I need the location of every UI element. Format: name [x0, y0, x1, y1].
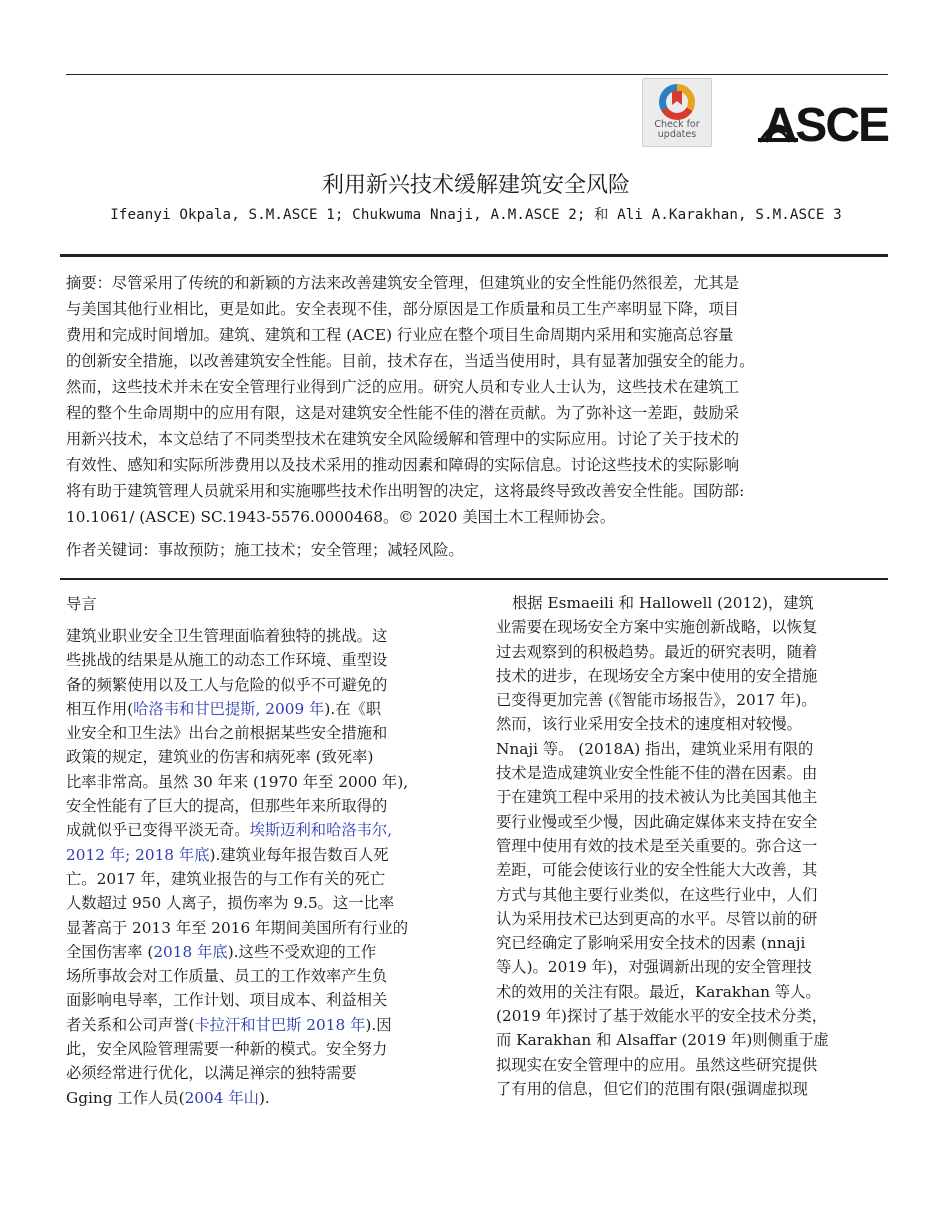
text-segment: 此，安全风险管理需要一种新的模式。安全努力: [66, 1040, 388, 1059]
text-line: [66, 721, 464, 745]
text-segment: 相互作用(: [66, 699, 134, 718]
text-line: [496, 907, 894, 931]
text-line: [66, 770, 464, 794]
text-segment: 安全性能有了巨大的提高，但那些年来所取得的: [66, 797, 388, 816]
text-segment: 比率非常高。虽然 30 年来 (1970 年至 2000 年),: [66, 772, 409, 791]
badge-line-1: Check for: [654, 119, 700, 130]
text-segment: 备的频繁使用以及工人与危险的似乎不可避免的: [66, 675, 388, 694]
abstract-line: 程的整个生命周期中的应用有限，这是对建筑安全性能不佳的潜在贡献。为了弥补这一差距，鼓励采: [66, 404, 740, 422]
text-segment: 面影响电导率，工作计划、项目成本、利益相关: [66, 991, 388, 1010]
text-segment: 技术的进步，在现场安全方案中使用的安全措施: [496, 666, 818, 685]
text-line: [496, 931, 894, 955]
badge-line-2: updates: [657, 129, 697, 140]
abstract-line: 然而，这些技术并未在安全管理行业得到广泛的应用。研究人员和专业人士认为，这些技术在建筑工: [66, 378, 740, 396]
text-line: [496, 688, 894, 712]
title-rule: [60, 254, 888, 257]
citation-link[interactable]: 哈洛韦和甘巴提斯, 2009 年: [133, 699, 325, 718]
abstract-line: 将有助于建筑管理人员就采用和实施哪些技术作出明智的决定，这将最终导致改善安全性能。国防部:: [66, 482, 745, 500]
text-segment: (2019 年)探讨了基于效能水平的安全技术分类，: [496, 1007, 828, 1026]
check-for-updates-badge[interactable]: [642, 78, 712, 147]
text-segment: 管理中使用有效的技术是至关重要的。弥合这一: [496, 836, 818, 855]
top-rule: [66, 74, 888, 75]
text-segment: 而 Karakhan 和 Alsaffar (2019 年)则侧重于虚: [496, 1031, 829, 1050]
text-segment: 技术是造成建筑业安全性能不佳的潜在因素。由: [496, 764, 818, 783]
text-segment: 拟现实在安全管理中的应用。虽然这些研究提供: [496, 1055, 818, 1074]
text-segment: 差距，可能会使该行业的安全性能大大改善，其: [496, 861, 818, 880]
text-segment: 方式与其他主要行业类似，在这些行业中，人们: [496, 885, 818, 904]
text-segment: 术的效用的关注有限。最近，Karakhan 等人。: [496, 982, 821, 1001]
text-line: [66, 891, 464, 915]
text-segment: 成就似乎已变得平淡无奇。: [66, 821, 250, 840]
text-line: [66, 964, 464, 988]
text-line: [496, 785, 894, 809]
text-segment: 究已经确定了影响采用安全技术的因素 (nnaji: [496, 934, 806, 953]
text-line: [66, 1013, 464, 1037]
author-list: Ifeanyi Okpala, S.M.ASCE 1; Chukwuma Nnaji, A.M.ASCE 2; 和 Ali A.Karakhan, S.M.ASCE 3: [110, 207, 842, 223]
right-column: [496, 591, 894, 1101]
text-segment: ).在《职: [324, 699, 382, 718]
crossmark-icon: [659, 84, 695, 120]
text-segment: 亡。2017 年，建筑业报告的与工作有关的死亡: [66, 869, 386, 888]
text-line: [66, 648, 464, 672]
text-line: [496, 980, 894, 1004]
text-line: [496, 810, 894, 834]
text-segment: 然而，该行业采用安全技术的速度相对较慢。: [496, 715, 802, 734]
text-line: [66, 988, 464, 1012]
left-column: [66, 624, 464, 1110]
text-line: [66, 940, 464, 964]
citation-link[interactable]: 埃斯迈利和哈洛韦尔,: [249, 821, 393, 840]
text-segment: 了有用的信息，但它们的范围有限(强调虚拟现: [496, 1079, 808, 1098]
text-segment: 过去观察到的积极趋势。最近的研究表明，随着: [496, 642, 818, 661]
text-line: [496, 591, 894, 615]
text-line: [66, 624, 464, 648]
text-line: [496, 640, 894, 664]
text-line: [496, 712, 894, 736]
text-line: [496, 1004, 894, 1028]
citation-link[interactable]: 2012 年; 2018 年底: [66, 845, 210, 864]
abstract-line: 用新兴技术，本文总结了不同类型技术在建筑安全风险缓解和管理中的实际应用。讨论了关于技术的: [66, 430, 740, 448]
citation-link[interactable]: 卡拉汗和甘巴斯 2018 年: [194, 1015, 366, 1034]
text-line: [66, 843, 464, 867]
text-segment: ).因: [365, 1015, 392, 1034]
text-segment: 要行业慢或至少慢，因此确定媒体来支持在安全: [496, 812, 818, 831]
text-segment: 根据 Esmaeili 和 Hallowell (2012)，建筑: [512, 594, 814, 612]
text-segment: 人数超过 950 人离子，损伤率为 9.5。这一比率: [66, 894, 395, 913]
text-segment: ).这些不受欢迎的工作: [227, 942, 377, 961]
text-line: [66, 697, 464, 721]
citation-link[interactable]: 2004 年山: [184, 1088, 259, 1107]
text-segment: 认为采用技术已达到更高的水平。尽管以前的研: [496, 909, 818, 928]
paper-title: 利用新兴技术缓解建筑安全风险: [321, 173, 630, 198]
text-line: [496, 834, 894, 858]
text-line: [66, 867, 464, 891]
text-line: [66, 745, 464, 769]
text-segment: ).: [258, 1088, 270, 1107]
text-segment: 建筑业职业安全卫生管理面临着独特的挑战。这: [66, 627, 388, 645]
citation-link[interactable]: 2018 年底: [153, 942, 228, 961]
text-segment: 等人)。2019 年)，对强调新出现的安全管理技: [496, 958, 812, 977]
text-segment: 者关系和公司声誉(: [66, 1015, 195, 1034]
abstract-line: 摘要：尽管采用了传统的和新颖的方法来改善建筑安全管理，但建筑业的安全性能仍然很差，尤其是: [66, 274, 740, 292]
text-line: [496, 883, 894, 907]
text-line: [496, 858, 894, 882]
text-segment: Nnaji 等。 (2018A) 指出，建筑业采用有限的: [496, 739, 814, 758]
text-segment: Gging 工作人员(: [66, 1088, 185, 1107]
text-segment: 业安全和卫生法》出台之前根据某些安全措施和: [66, 724, 388, 743]
text-segment: 业需要在现场安全方案中实施创新战略，以恢复: [496, 618, 818, 637]
text-line: [496, 1053, 894, 1077]
keywords: 作者关键词：事故预防；施工技术；安全管理；减轻风险。: [66, 541, 464, 559]
text-line: [66, 794, 464, 818]
text-line: [66, 818, 464, 842]
text-line: [496, 955, 894, 979]
text-line: [496, 737, 894, 761]
text-line: [66, 673, 464, 697]
abstract-line: 与美国其他行业相比，更是如此。安全表现不佳，部分原因是工作质量和员工生产率明显下降，项目: [66, 300, 740, 318]
text-segment: 显著高于 2013 年至 2016 年期间美国所有行业的: [66, 918, 409, 937]
abstract-line: 费用和完成时间增加。建筑、建筑和工程 (ACE) 行业应在整个项目生命周期内采用和实施高总容量: [66, 326, 734, 344]
section-heading: 导言: [66, 595, 97, 613]
abstract-line: 10.1061/ (ASCE) SC.1943-5576.0000468。© 2020 美国土木工程师协会。: [66, 508, 616, 526]
text-line: [66, 1037, 464, 1061]
abstract: [66, 270, 888, 530]
text-segment: 全国伤害率 (: [66, 942, 154, 961]
text-segment: 必须经常进行优化，以满足禅宗的独特需要: [66, 1064, 357, 1083]
text-segment: 已变得更加完善 (《智能市场报告》，2017 年)。: [496, 691, 817, 710]
text-segment: ).建筑业每年报告数百人死: [209, 845, 389, 864]
text-line: [496, 1028, 894, 1052]
section-rule: [60, 578, 888, 580]
text-line: [496, 664, 894, 688]
text-line: [66, 1061, 464, 1085]
text-segment: 政策的规定，建筑业的伤害和病死率 (致死率): [66, 748, 374, 767]
text-segment: 些挑战的结果是从施工的动态工作环境、重型设: [66, 651, 388, 670]
text-line: [66, 1086, 464, 1110]
text-line: [66, 916, 464, 940]
abstract-line: 有效性、感知和实际所涉费用以及技术采用的推动因素和障碍的实际信息。讨论这些技术的实际影响: [66, 456, 740, 474]
text-line: [496, 761, 894, 785]
asce-wordmark: ASCE: [762, 99, 888, 152]
text-line: [496, 615, 894, 639]
text-line: [496, 1077, 894, 1101]
abstract-line: 的创新安全措施，以改善建筑安全性能。目前，技术存在，当适当使用时，具有显著加强安全的能力。: [66, 352, 755, 370]
text-segment: 场所事故会对工作质量、员工的工作效率产生负: [66, 967, 388, 986]
text-segment: 于在建筑工程中采用的技术被认为比美国其他主: [496, 788, 818, 807]
asce-logo: [758, 100, 890, 150]
